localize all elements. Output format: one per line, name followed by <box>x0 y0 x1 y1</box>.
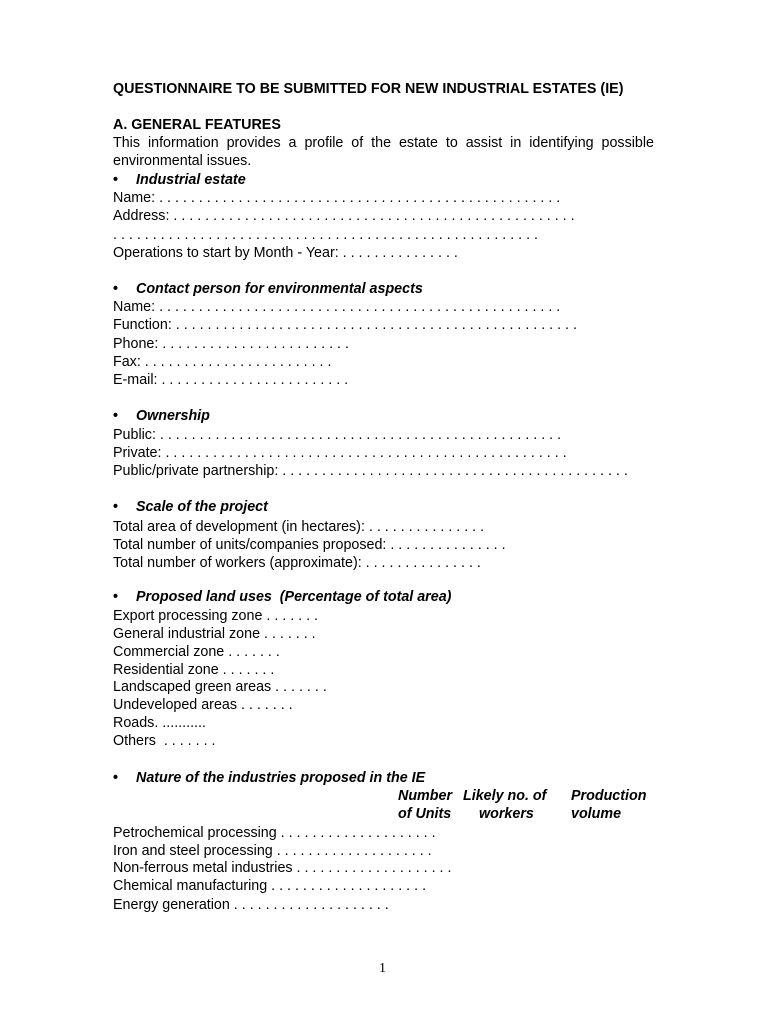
scale-units-field[interactable]: Total number of units/companies proposed: . . . . . . . . . . . . . . . <box>113 537 506 553</box>
contact-phone-field[interactable]: Phone: . . . . . . . . . . . . . . . . . . . . . . . . <box>113 336 349 352</box>
intro-text-line-1: This information provides a profile of the estate to assist in identifying possible <box>113 135 654 151</box>
intro-text-line-2: environmental issues. <box>113 153 252 169</box>
section-heading: A. GENERAL FEATURES <box>113 117 281 133</box>
industries-heading <box>113 770 425 788</box>
contact-function-field[interactable]: Function: . . . . . . . . . . . . . . . . . . . . . . . . . . . . . . . . . . . . . . . . . . . . . . . . . . . <box>113 317 577 333</box>
bullet-icon: • <box>113 770 119 786</box>
contact-fax-field[interactable]: Fax: . . . . . . . . . . . . . . . . . . . . . . . . <box>113 354 332 370</box>
scale-heading-label: Scale of the project <box>136 499 268 515</box>
contact-person-heading <box>113 281 423 299</box>
estate-address-field[interactable]: Address: . . . . . . . . . . . . . . . . . . . . . . . . . . . . . . . . . . . . . . . . . . . . . . . . . . . <box>113 208 575 224</box>
bullet-icon: • <box>113 589 119 605</box>
land-use-item[interactable]: Export processing zone . . . . . . . <box>113 608 319 624</box>
estate-address-continuation-field[interactable]: . . . . . . . . . . . . . . . . . . . . . . . . . . . . . . . . . . . . . . . . . . . . . . . . . . . . . . <box>113 227 539 243</box>
bullet-icon: • <box>113 499 119 515</box>
industry-item[interactable]: Energy generation . . . . . . . . . . . . . . . . . . . . <box>113 897 389 913</box>
column-header-production-line-2: volume <box>571 806 622 822</box>
ownership-heading <box>113 408 210 426</box>
ownership-public-field[interactable]: Public: . . . . . . . . . . . . . . . . . . . . . . . . . . . . . . . . . . . . . . . . . . . . . . . . . . . <box>113 427 562 443</box>
contact-person-heading-label: Contact person for environmental aspects <box>136 281 423 297</box>
land-use-item[interactable]: Landscaped green areas . . . . . . . <box>113 679 327 695</box>
ownership-private-field[interactable]: Private: . . . . . . . . . . . . . . . . . . . . . . . . . . . . . . . . . . . . . . . . . . . . . . . . . . . <box>113 445 567 461</box>
land-use-item[interactable]: Roads. ........... <box>113 715 206 731</box>
column-header-number-line-1: Number <box>398 788 453 804</box>
bullet-icon: • <box>113 408 119 424</box>
ownership-heading-label: Ownership <box>136 408 210 424</box>
land-use-item[interactable]: Commercial zone . . . . . . . <box>113 644 280 660</box>
bullet-icon: • <box>113 172 119 188</box>
contact-email-field[interactable]: E-mail: . . . . . . . . . . . . . . . . . . . . . . . . <box>113 372 349 388</box>
industrial-estate-heading-label: Industrial estate <box>136 172 246 188</box>
land-uses-heading <box>113 589 451 607</box>
operations-start-field[interactable]: Operations to start by Month - Year: . . . . . . . . . . . . . . . <box>113 245 458 261</box>
document-title: QUESTIONNAIRE TO BE SUBMITTED FOR NEW INDUSTRIAL ESTATES (IE) <box>113 81 624 97</box>
land-use-item[interactable]: Residential zone . . . . . . . <box>113 662 275 678</box>
land-use-item[interactable]: Others . . . . . . . <box>113 733 216 749</box>
page-number: 1 <box>379 961 386 976</box>
scale-area-field[interactable]: Total area of development (in hectares): . . . . . . . . . . . . . . . <box>113 519 485 535</box>
industry-item[interactable]: Petrochemical processing . . . . . . . . . . . . . . . . . . . . <box>113 825 436 841</box>
land-use-item[interactable]: Undeveloped areas . . . . . . . <box>113 697 293 713</box>
scale-heading <box>113 499 268 517</box>
land-use-item[interactable]: General industrial zone . . . . . . . <box>113 626 316 642</box>
industry-item[interactable]: Iron and steel processing . . . . . . . . . . . . . . . . . . . . <box>113 843 432 859</box>
column-header-workers-line-1: Likely no. of <box>463 788 547 804</box>
industry-item[interactable]: Non-ferrous metal industries . . . . . . . . . . . . . . . . . . . . <box>113 860 452 876</box>
ownership-partnership-field[interactable]: Public/private partnership: . . . . . . . . . . . . . . . . . . . . . . . . . . . . . . . . . . . . . . . . . . . . <box>113 463 628 479</box>
land-uses-heading-label: Proposed land uses (Percentage of total area) <box>136 589 452 605</box>
industrial-estate-heading <box>113 172 246 190</box>
column-header-number-line-2: of Units <box>398 806 452 822</box>
contact-name-field[interactable]: Name: . . . . . . . . . . . . . . . . . . . . . . . . . . . . . . . . . . . . . . . . . . . . . . . . . . . <box>113 299 561 315</box>
column-header-production-line-1: Production <box>571 788 647 804</box>
estate-name-field[interactable]: Name: . . . . . . . . . . . . . . . . . . . . . . . . . . . . . . . . . . . . . . . . . . . . . . . . . . . <box>113 190 561 206</box>
industries-heading-label: Nature of the industries proposed in the IE <box>136 770 426 786</box>
industry-item[interactable]: Chemical manufacturing . . . . . . . . . . . . . . . . . . . . <box>113 878 427 894</box>
column-header-workers-line-2: workers <box>479 806 534 822</box>
bullet-icon: • <box>113 281 119 297</box>
scale-workers-field[interactable]: Total number of workers (approximate): . . . . . . . . . . . . . . . <box>113 555 481 571</box>
